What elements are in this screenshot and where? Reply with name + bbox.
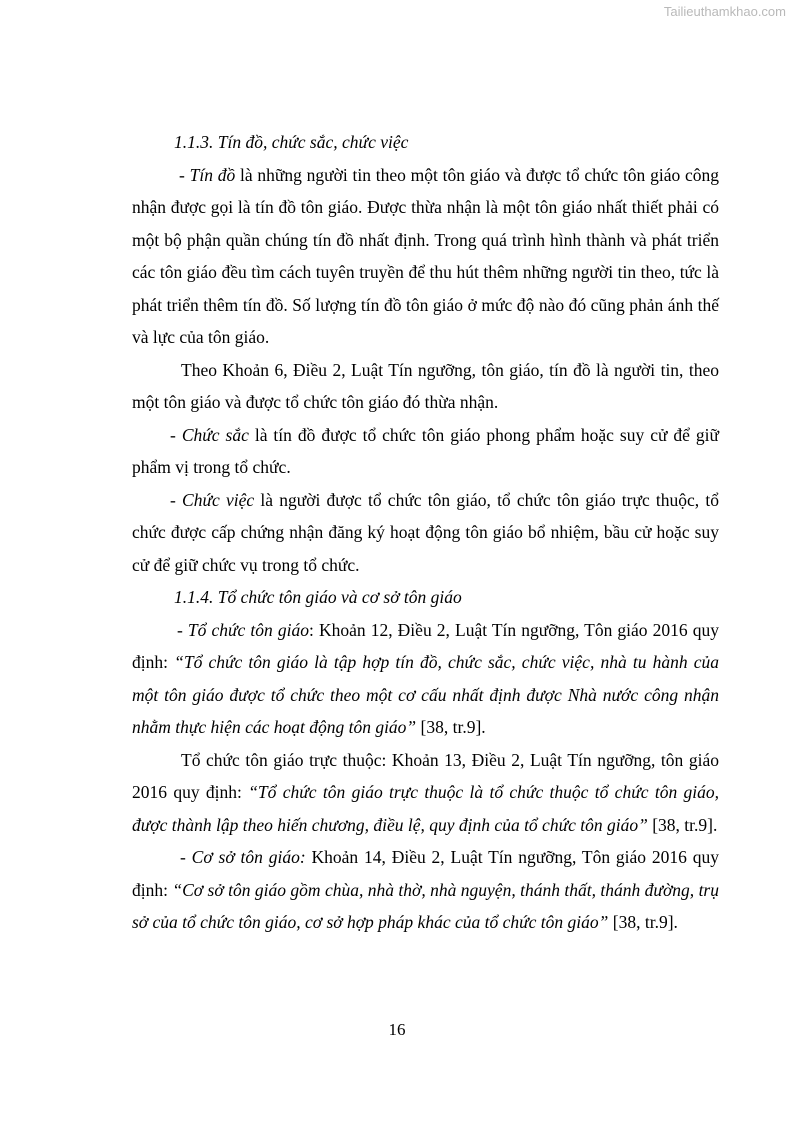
dash: - xyxy=(177,619,188,640)
law-quote: “Cơ sở tôn giáo gồm chùa, nhà thờ, nhà nguyện, thánh thất, thánh đường, trụ sở của tổ chức tôn giáo, cơ sở hợp pháp khác của tổ chức tôn giáo” xyxy=(132,879,719,932)
paragraph-co-so-ton-giao xyxy=(132,841,719,939)
dash: - xyxy=(180,847,192,867)
term-chuc-sac: Chức sắc xyxy=(181,424,249,445)
term-chuc-viec: Chức việc xyxy=(182,489,255,510)
paragraph-chuc-viec xyxy=(132,484,719,582)
paragraph-theo-khoan-6: Theo Khoản 6, Điều 2, Luật Tín ngưỡng, tôn giáo, tín đồ là người tin, theo một tôn giáo và được tổ chức tôn giáo đó thừa nhận. xyxy=(132,359,719,412)
watermark: Tailieuthamkhao.com xyxy=(663,4,786,19)
citation: [38, tr.9]. xyxy=(647,814,718,835)
paragraph-tin-do xyxy=(132,159,719,354)
paragraph-to-chuc-ton-giao xyxy=(132,614,719,744)
term-co-so-ton-giao: Cơ sở tôn giáo: xyxy=(191,847,306,867)
law-quote: “Tổ chức tôn giáo là tập hợp tín đồ, chức sắc, chức việc, nhà tu hành của một tôn giáo được tổ chức theo một cơ cấu nhất định được Nhà nước công nhận nhằm thực hiện các hoạt động tôn giáo” xyxy=(132,652,719,737)
document-body xyxy=(132,126,719,939)
paragraph-truc-thuoc xyxy=(132,744,719,842)
section-heading-1-1-3: 1.1.3. Tín đồ, chức sắc, chức việc xyxy=(174,132,409,152)
dash: - xyxy=(170,489,183,510)
paragraph-text: là tín đồ được tổ chức tôn giáo phong phẩm hoặc suy cử để giữ phẩm vị trong tổ chức. xyxy=(132,424,720,477)
citation: [38, tr.9]. xyxy=(608,912,678,932)
citation: [38, tr.9]. xyxy=(416,717,486,737)
dash: - xyxy=(179,164,190,185)
paragraph-text: : Khoản 12, Điều 2, Luật Tín ngưỡng, Tôn giáo 2016 quy định: xyxy=(132,619,719,672)
paragraph-chuc-sac xyxy=(132,419,719,484)
law-quote: “Tổ chức tôn giáo trực thuộc là tổ chức thuộc tổ chức tôn giáo, được thành lập theo hiến chương, điều lệ, quy định của tổ chức tôn giáo” xyxy=(132,782,719,835)
term-tin-do: Tín đồ xyxy=(189,164,236,185)
paragraph-text: là người được tổ chức tôn giáo, tổ chức tôn giáo trực thuộc, tổ chức được cấp chứng nhận đăng ký hoạt động tôn giáo bổ nhiệm, bầu cử hoặc suy cử để giữ chức vụ trong tổ chức. xyxy=(132,489,719,575)
paragraph-text: Khoản 14, Điều 2, Luật Tín ngưỡng, Tôn giáo 2016 quy định: xyxy=(132,847,719,900)
section-heading-1-1-4: 1.1.4. Tổ chức tôn giáo và cơ sở tôn giáo xyxy=(174,587,462,607)
term-to-chuc-ton-giao: Tổ chức tôn giáo xyxy=(187,619,309,640)
dash: - xyxy=(170,424,182,445)
paragraph-text: Tổ chức tôn giáo trực thuộc: Khoản 13, Điều 2, Luật Tín ngưỡng, tôn giáo 2016 quy định: xyxy=(132,749,719,802)
paragraph-text: là những người tin theo một tôn giáo và được tổ chức tôn giáo công nhận được gọi là tín đồ tôn giáo. Được thừa nhận là một tôn giáo nhất thiết phải có một bộ phận quần chúng tín đồ nhất định. Trong quá trình hình thành và phát triển các tôn giáo đều tìm cách tuyên truyền để thu hút thêm những người tin theo, tức là phát triển thêm tín đồ. Số lượng tín đồ tôn giáo ở mức độ nào đó cũng phản ánh thế và lực của tôn giáo. xyxy=(132,164,719,347)
page-number: 16 xyxy=(388,1020,406,1039)
